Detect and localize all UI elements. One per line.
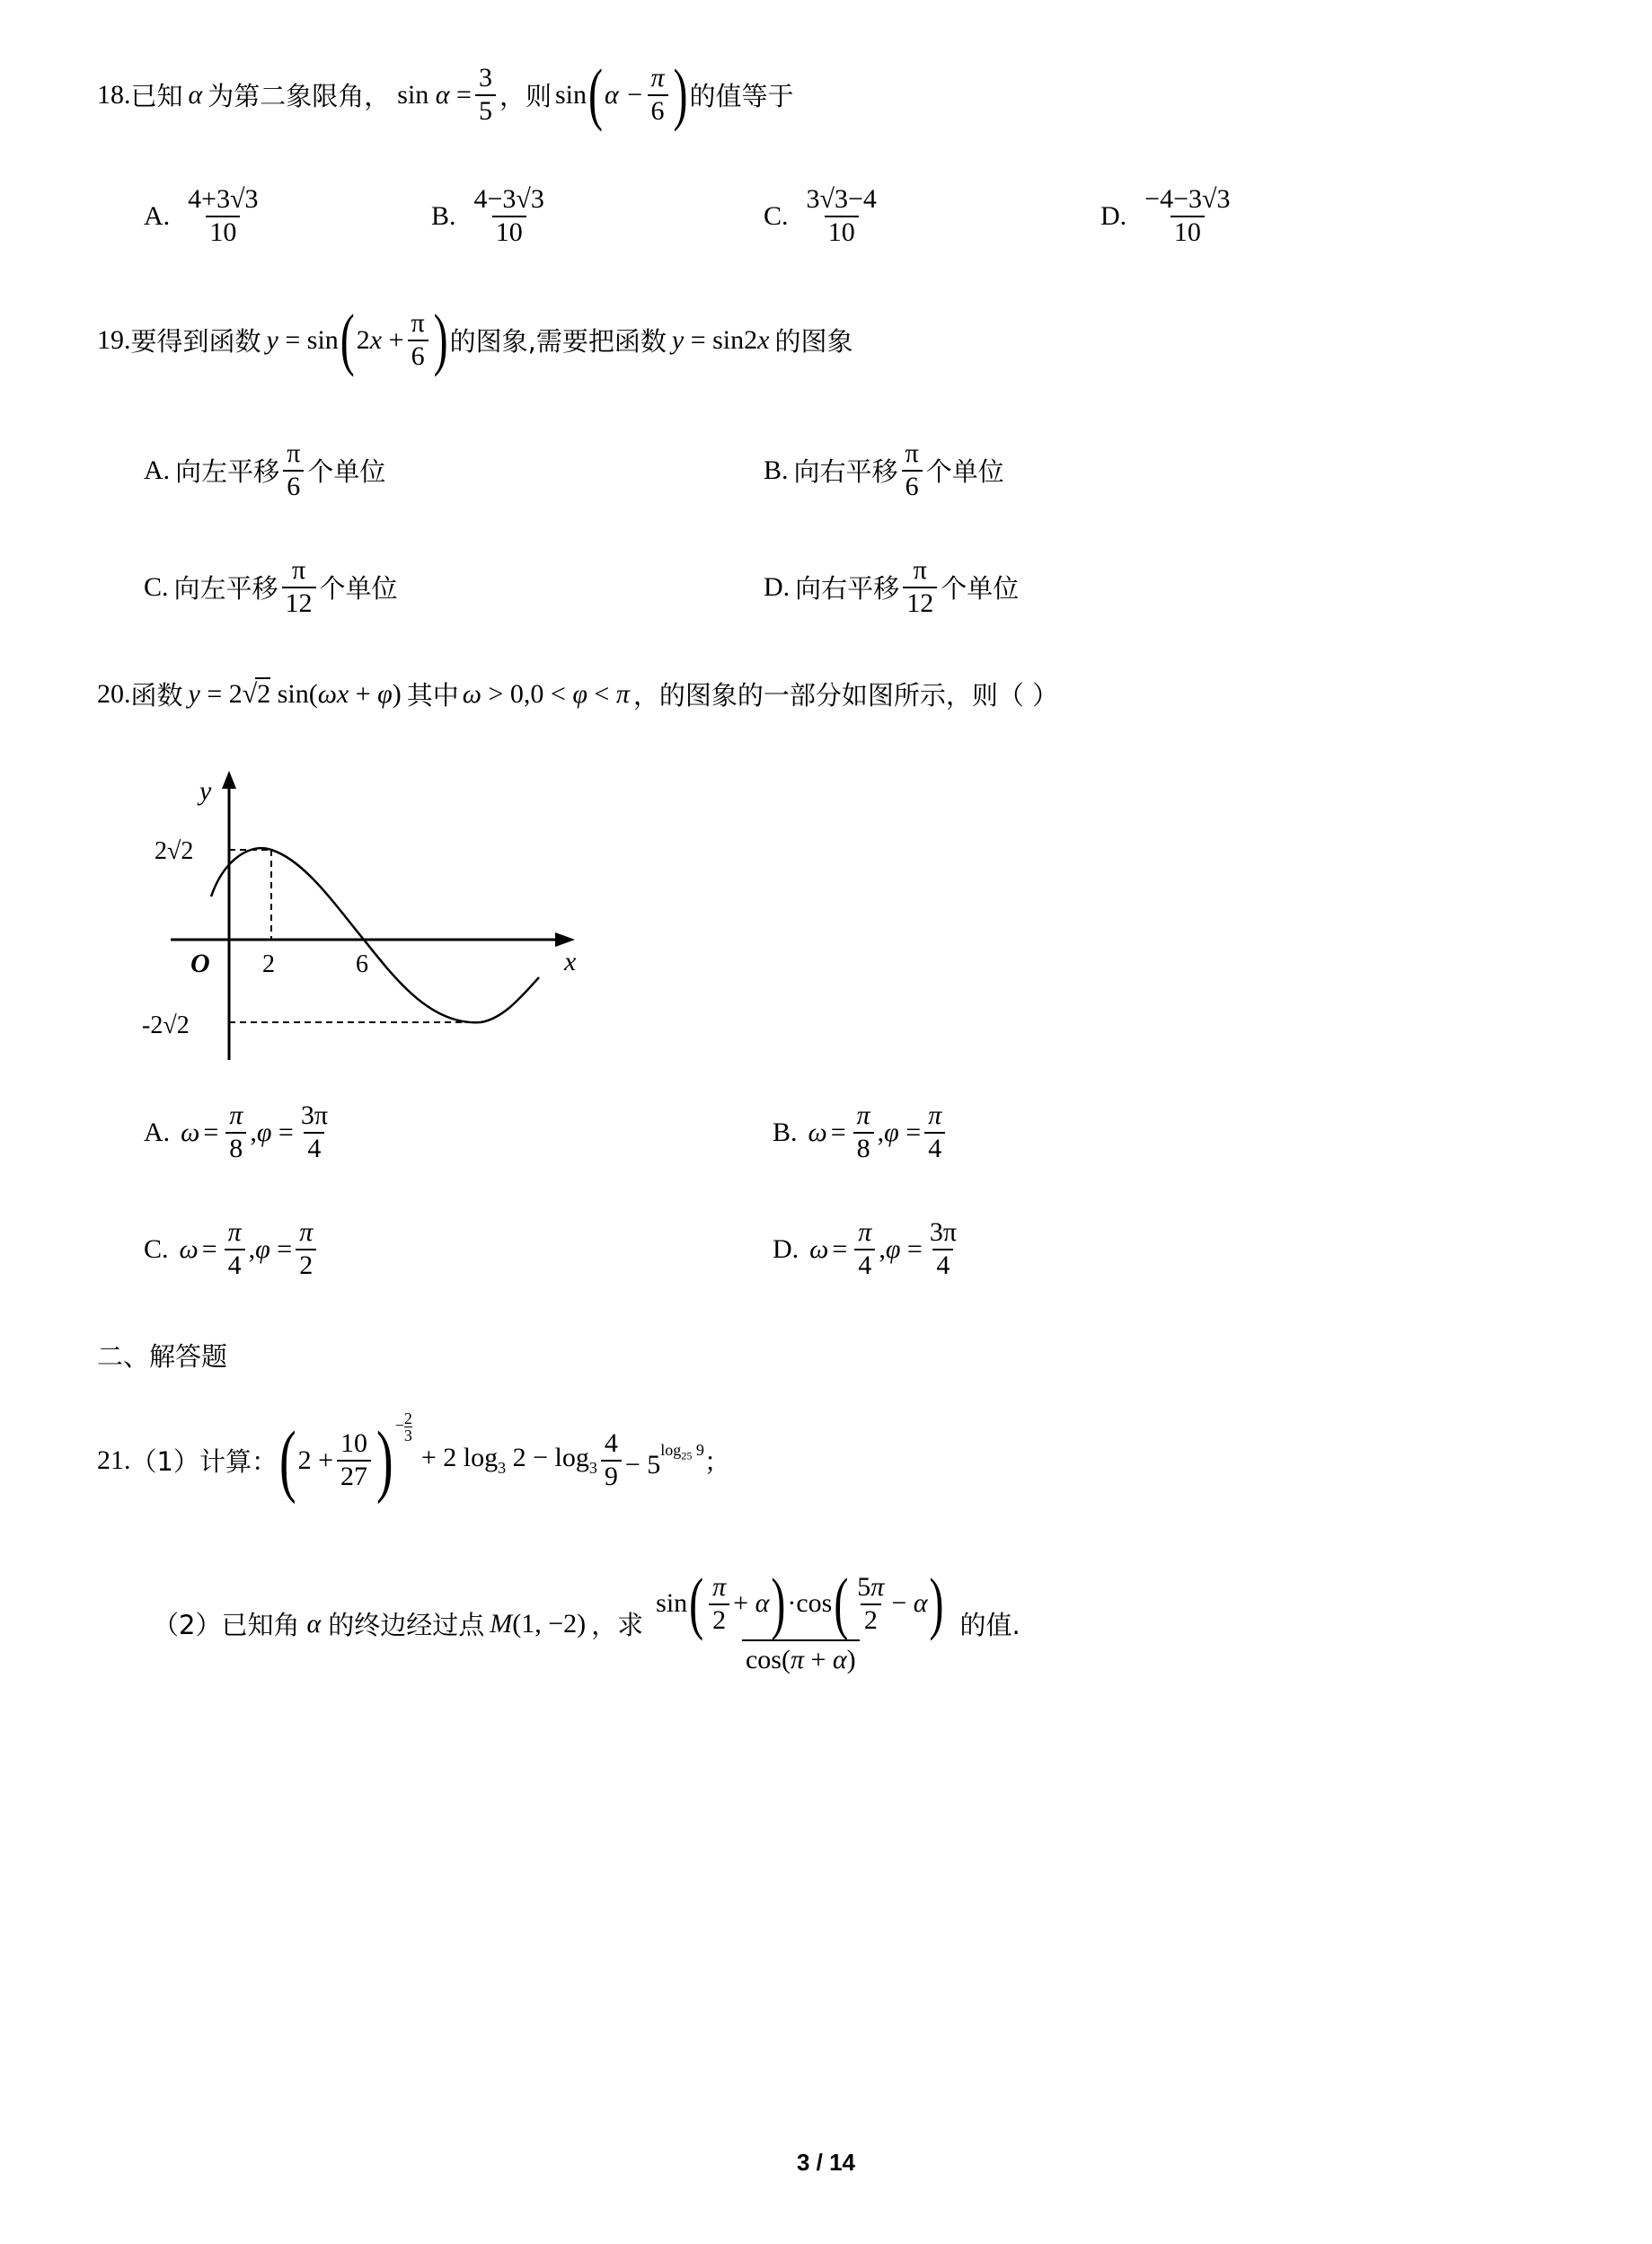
q18-sin-alpha: sin α =	[397, 79, 472, 110]
q20-option-c[interactable]: C. ω = $\frac{\pi}{4}$ ,φ = $\frac{\pi}{2}$	[144, 1217, 320, 1281]
q19-stem: 19. 要得到函数 y = sin ( 2x + $\frac{\pi}{6}$ ) 的图象,需要把函数 y = sin2x 的图象	[97, 301, 853, 378]
q18-text-1: 已知	[130, 81, 183, 111]
q19-text-3: 的图象	[774, 326, 853, 357]
x-axis-arrow-icon	[555, 932, 575, 947]
q19-number: 19.	[97, 324, 131, 355]
q18-fraction-pi-6: $\frac{\pi}{6}$	[647, 63, 667, 127]
origin-label: O	[190, 949, 210, 978]
y-axis-label: y	[199, 776, 212, 806]
q18-text-4: 的值等于	[689, 81, 794, 111]
x-axis-label: x	[564, 947, 577, 976]
q19-text-2: 的图象,需要把函数	[449, 326, 667, 357]
q20-option-d[interactable]: D. ω = $\frac{\pi}{4}$ ,φ = $\frac{3\pi}{4}$	[773, 1217, 957, 1280]
q20-function: y = 2√2 sin(ωx + φ)	[188, 678, 402, 709]
q18-number: 18.	[97, 79, 131, 110]
q18-alpha: α	[188, 79, 203, 110]
q19-option-d[interactable]: D. 向右平移 $\frac{\pi}{12}$ 个单位	[764, 555, 1020, 618]
q19-option-a[interactable]: A. 向左平移 $\frac{\pi}{6}$ 个单位	[144, 438, 386, 501]
q20-option-a[interactable]: A. ω = $\frac{\pi}{8}$ ,φ = $\frac{3\pi}{4}$	[144, 1100, 328, 1163]
q18-option-b[interactable]: B. $\frac{4-3√3}{10}$	[431, 184, 544, 247]
x-tick-6: 6	[356, 950, 368, 978]
y-max-label: 2√2	[155, 837, 194, 865]
q19-option-b[interactable]: B. 向右平移 $\frac{\pi}{6}$ 个单位	[764, 438, 1004, 501]
q20-text-3: ，的图象的一部分如图所示，则（ ）	[632, 680, 1059, 711]
section-heading: 二、解答题	[97, 1341, 228, 1372]
q20-text-1: 函数	[130, 680, 183, 711]
q20-sine-graph	[135, 764, 602, 1069]
q20-option-b[interactable]: B. ω = $\frac{\pi}{8}$ ,φ = $\frac{\pi}{4}$	[773, 1100, 949, 1164]
q20-stem: 20. 函数 y = 2√2 sin(ωx + φ) 其中 ω > 0,0 < φ < π ，的图象的一部分如图所示，则（ ）	[97, 676, 1058, 712]
x-tick-2: 2	[262, 950, 275, 978]
q18-option-a[interactable]: A. $\frac{4+3√3}{10}$	[144, 184, 259, 247]
q21-part-2: （2）已知角 α 的终边经过点 M(1, −2) ，求 sin ( $\frac{\pi}{2}$ + α ) ·cos ( $\frac{5\pi}{2}$ − α ) cos(π + α) 的值.	[153, 1565, 1020, 1674]
y-min-label: -2√2	[142, 1012, 190, 1039]
sine-curve	[211, 848, 539, 1022]
q20-text-2: 其中	[406, 680, 459, 711]
q18-text-2: 为第二象限角，	[208, 81, 391, 111]
q18-option-c[interactable]: C. $\frac{3√3-4}{10}$	[764, 184, 877, 247]
q20-number: 20.	[97, 678, 131, 709]
page-number: 3 / 14	[796, 2149, 856, 2176]
q18-option-d[interactable]: D. $\frac{-4-3√3}{10}$	[1100, 184, 1231, 247]
q21-number: 21.	[97, 1444, 131, 1475]
q19-option-c[interactable]: C. 向左平移 $\frac{\pi}{12}$ 个单位	[144, 555, 398, 618]
q19-text-1: 要得到函数	[130, 326, 261, 357]
q18-stem: 18. 已知 α 为第二象限角， sin α = $\frac{3}{5}$ ，则 sin ( α − $\frac{\pi}{6}$ ) 的值等于	[97, 56, 794, 133]
q21-expression: sin ( $\frac{\pi}{2}$ + α ) ·cos ( $\frac{5\pi}{2}$ − α ) cos(π + α)	[656, 1565, 944, 1674]
q18-text-3: ，则	[499, 81, 552, 111]
q18-fraction-3-5: $\frac{3}{5}$	[475, 63, 496, 127]
q21-part-1: 21. （1）计算： ( 2 + $\frac{10}{27}$ ) − $\frac{2}{3}$ + 2 $\log_3 2 - \log_3$ $\frac{4}{9}$ − $5^{log_{25} 9}$ ；	[97, 1409, 730, 1506]
y-axis-arrow-icon	[222, 771, 236, 789]
